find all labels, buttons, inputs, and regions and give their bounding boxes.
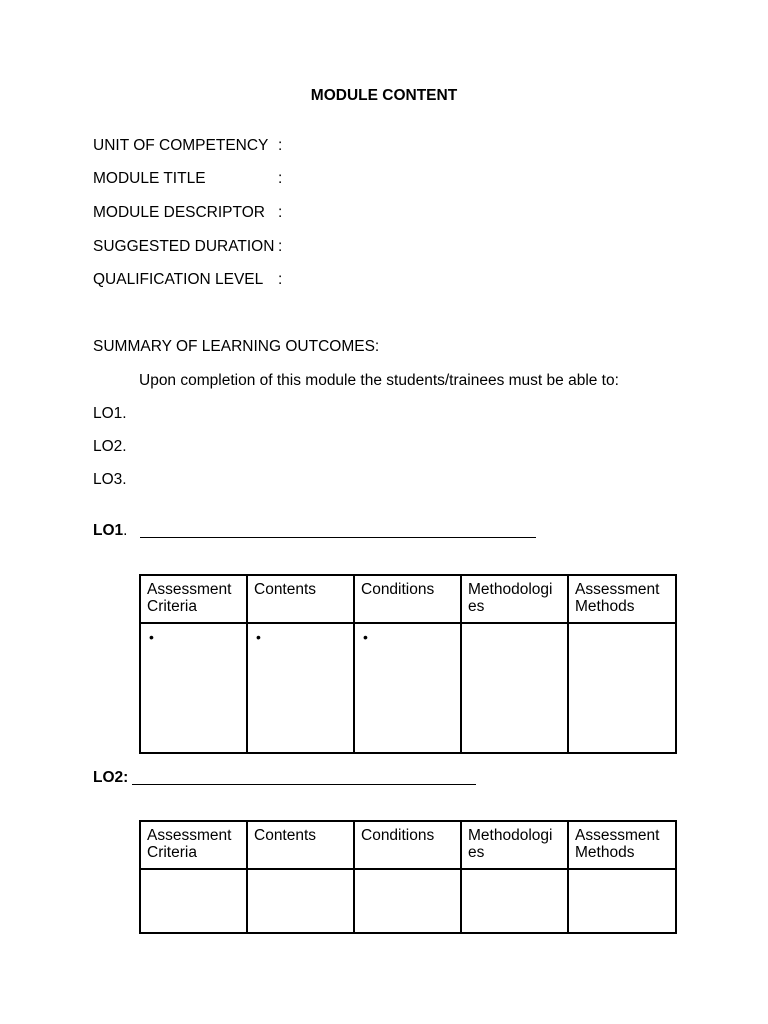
cell-methodologies[interactable] — [461, 869, 568, 933]
cell-assessment-criteria[interactable] — [140, 869, 247, 933]
field-module-descriptor-colon: : — [278, 204, 283, 221]
header-assessment-methods: Assessment Methods — [568, 575, 676, 623]
field-unit-of-competency-colon: : — [278, 137, 283, 154]
field-module-descriptor-label: MODULE DESCRIPTOR — [93, 204, 265, 221]
table-header-row — [140, 821, 676, 869]
lo2-blank-line — [132, 784, 476, 785]
header-methodologies: Methodologies — [461, 575, 568, 623]
lo1-heading-suffix: . — [123, 522, 128, 539]
header-methodologies: Methodologies — [461, 821, 568, 869]
field-suggested-duration-colon: : — [278, 238, 283, 255]
cell-conditions[interactable] — [354, 869, 461, 933]
field-qualification-level-colon: : — [278, 271, 283, 288]
field-module-title-label: MODULE TITLE — [93, 170, 206, 187]
lo-list-item-3: LO3. — [93, 471, 127, 488]
field-unit-of-competency-label: UNIT OF COMPETENCY — [93, 137, 269, 154]
bullet-icon: • — [256, 629, 261, 645]
cell-conditions[interactable] — [354, 623, 461, 753]
table-header-row — [140, 575, 676, 623]
cell-contents[interactable] — [247, 869, 354, 933]
cell-assessment-criteria[interactable] — [140, 623, 247, 753]
header-conditions: Conditions — [354, 821, 461, 869]
lo-list-item-1: LO1. — [93, 405, 127, 422]
lo1-heading-label: LO1 — [93, 522, 124, 539]
bullet-icon: • — [363, 629, 368, 645]
cell-contents[interactable] — [247, 623, 354, 753]
header-contents: Contents — [247, 821, 354, 869]
lo1-blank-line — [140, 537, 536, 538]
lo2-heading: LO2: — [93, 769, 129, 786]
lo2-table — [139, 820, 677, 934]
header-contents: Contents — [247, 575, 354, 623]
header-conditions: Conditions — [354, 575, 461, 623]
summary-heading: SUMMARY OF LEARNING OUTCOMES: — [93, 338, 380, 355]
bullet-icon: • — [149, 629, 154, 645]
cell-methodologies[interactable] — [461, 623, 568, 753]
cell-assessment-methods[interactable] — [568, 869, 676, 933]
field-suggested-duration-label: SUGGESTED DURATION — [93, 238, 275, 255]
page-title: MODULE CONTENT — [310, 87, 458, 104]
field-module-title-colon: : — [278, 170, 283, 187]
lo1-table — [139, 574, 677, 754]
header-assessment-criteria: Assessment Criteria — [140, 821, 247, 869]
lo-list-item-2: LO2. — [93, 438, 127, 455]
field-qualification-level-label: QUALIFICATION LEVEL — [93, 271, 264, 288]
cell-assessment-methods[interactable] — [568, 623, 676, 753]
header-assessment-criteria: Assessment Criteria — [140, 575, 247, 623]
summary-intro: Upon completion of this module the students/trainees must be able to: — [139, 372, 619, 389]
lo1-heading — [93, 522, 127, 540]
table-row — [140, 869, 676, 933]
header-assessment-methods: Assessment Methods — [568, 821, 676, 869]
table-row — [140, 623, 676, 753]
